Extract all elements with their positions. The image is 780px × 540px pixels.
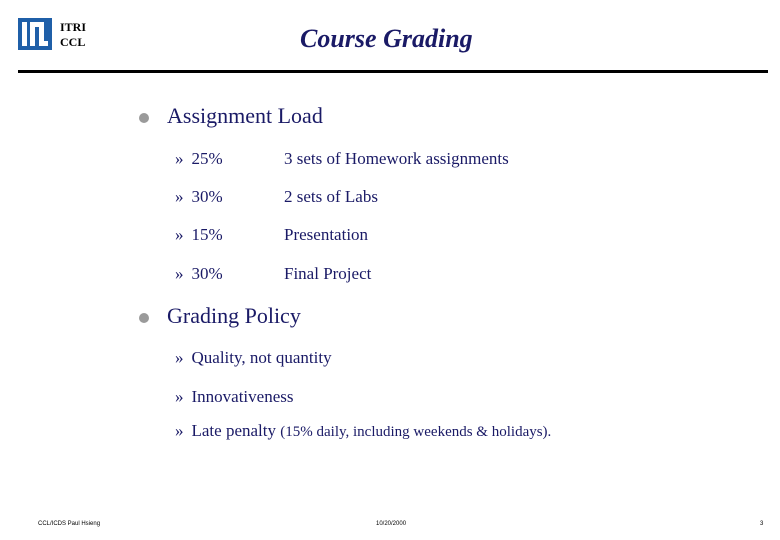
org-label [60,20,86,50]
list-item [175,187,223,207]
item-text: Late penalty [191,421,276,440]
item-percent: 15% [191,225,223,244]
section-heading-assignment-load: Assignment Load [167,103,323,128]
list-item [175,348,332,368]
item-text: Innovativeness [191,387,294,406]
section-heading-grading-policy: Grading Policy [167,303,301,328]
item-description: 3 sets of Homework assignments [284,149,509,168]
sub-bullet-icon: » [175,421,184,440]
list-item [175,421,551,441]
footer-date: 10/20/2000 [376,521,407,527]
sub-bullet-icon: » [175,387,184,406]
sub-bullet-icon: » [175,225,184,244]
org-line1: ITRI [60,20,87,34]
item-text: Quality, not quantity [191,348,332,367]
bullet-dot-icon [139,313,149,323]
slide-title: Course Grading [300,24,473,53]
header-divider [18,70,768,73]
sub-bullet-icon: » [175,348,184,367]
item-percent: 25% [191,149,223,168]
item-description: Presentation [284,225,369,244]
item-percent: 30% [191,187,223,206]
list-item [175,225,223,245]
itri-logo-icon [18,18,52,50]
sub-bullet-icon: » [175,264,184,283]
footer-page-number: 3 [760,521,764,527]
org-line2: CCL [60,35,86,49]
item-description: Final Project [284,264,372,283]
list-item [175,264,223,284]
list-item [175,149,223,169]
sub-bullet-icon: » [175,149,184,168]
item-text-detail: (15% daily, including weekends & holidays). [280,424,552,440]
sub-bullet-icon: » [175,187,184,206]
bullet-dot-icon [139,113,149,123]
footer-author: CCL/ICDS Paul Hsieng [38,521,101,527]
item-description: 2 sets of Labs [284,187,378,206]
list-item [175,387,293,407]
item-percent: 30% [191,264,223,283]
